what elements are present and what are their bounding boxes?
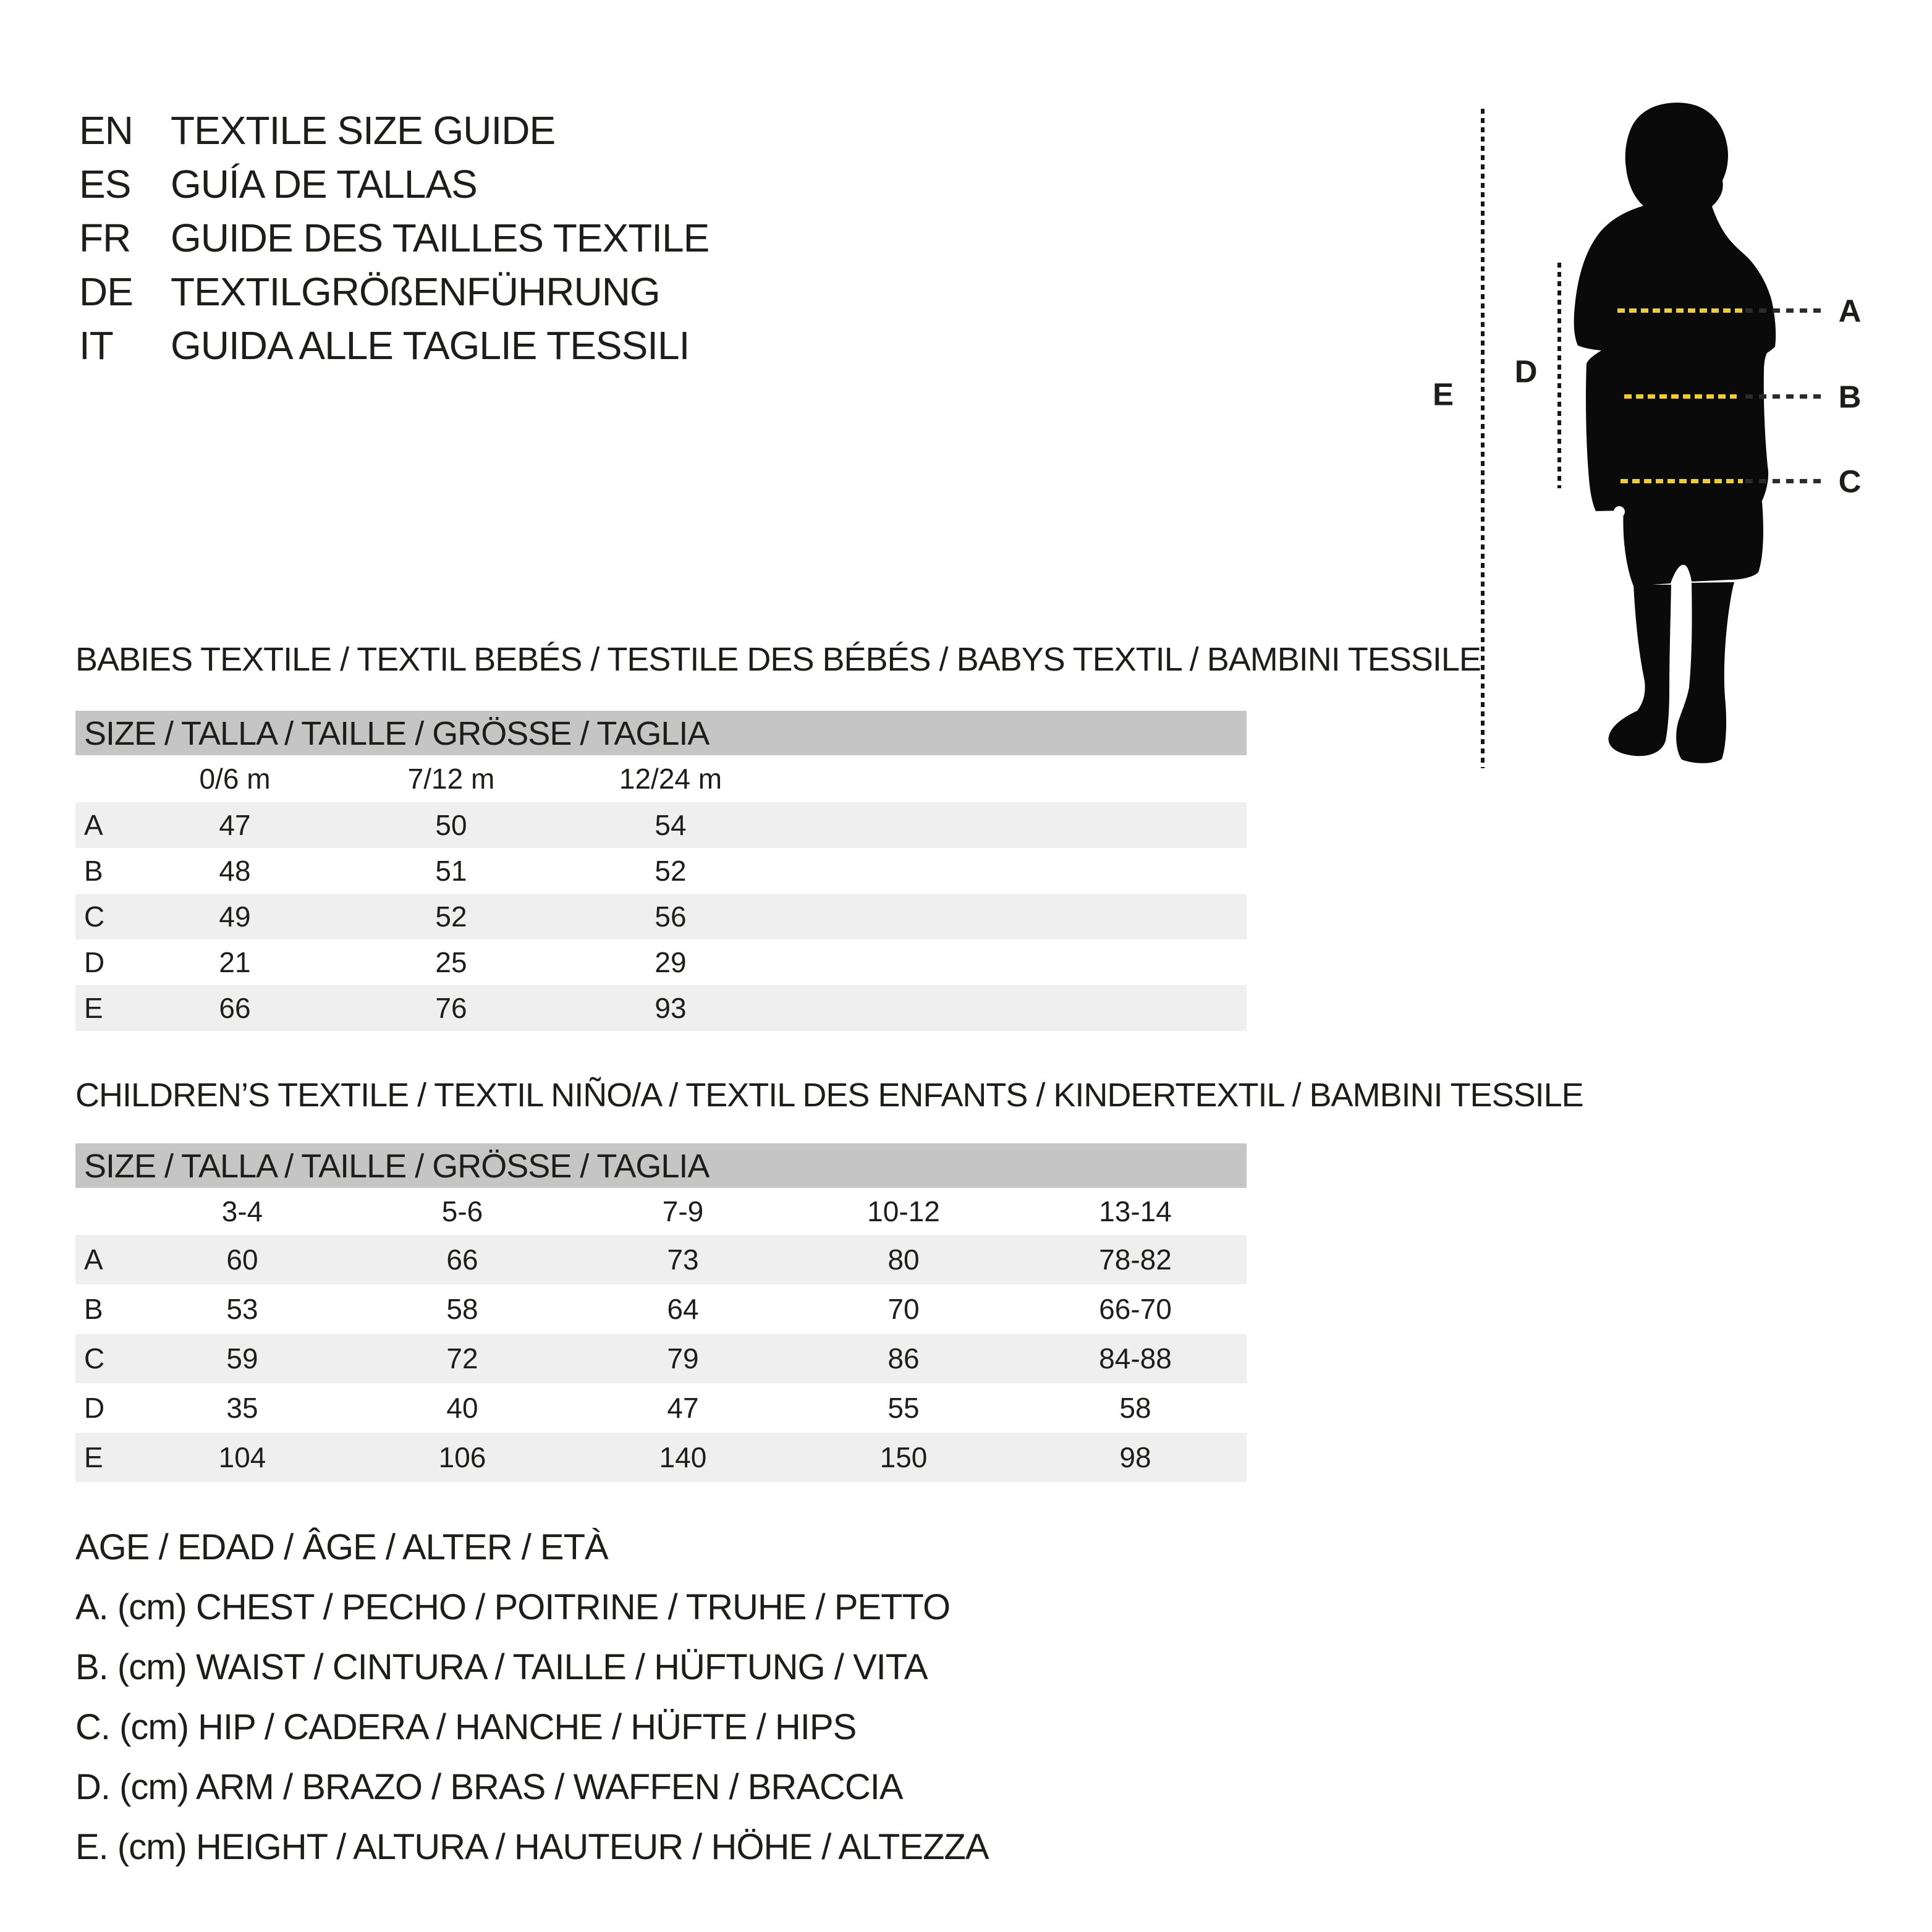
figure-label-hip: C — [1838, 464, 1862, 499]
lang-title: GUÍA DE TALLAS — [171, 162, 477, 206]
table-cell: 72 — [446, 1342, 478, 1375]
column-header: 10-12 — [867, 1195, 940, 1227]
table-cell: 98 — [1119, 1441, 1151, 1473]
column-header: 3-4 — [221, 1195, 263, 1227]
table-cell: 35 — [226, 1392, 258, 1424]
column-header: 0/6 m — [199, 763, 271, 795]
row-label: B — [84, 1293, 103, 1325]
lang-title: TEXTILGRÖßENFÜHRUNG — [171, 269, 660, 314]
legend-height: E. (cm) HEIGHT / ALTURA / HAUTEUR / HÖHE / ALTEZZA — [75, 1827, 989, 1867]
children-section-title: CHILDREN’S TEXTILE / TEXTIL NIÑO/A / TEXTIL DES ENFANTS / KINDERTEXTIL / BAMBINI TESSILE — [75, 1077, 1583, 1114]
table-cell: 59 — [226, 1342, 258, 1375]
size-header-label: SIZE / TALLA / TAILLE / GRÖSSE / TAGLIA — [84, 1148, 710, 1185]
size-header-label: SIZE / TALLA / TAILLE / GRÖSSE / TAGLIA — [84, 715, 710, 752]
table-cell: 56 — [655, 900, 687, 933]
figure-label-chest: A — [1838, 293, 1862, 329]
table-cell: 50 — [435, 809, 467, 841]
table-cell: 58 — [446, 1293, 478, 1325]
lang-title: GUIDE DES TAILLES TEXTILE — [171, 216, 710, 260]
table-cell: 78-82 — [1099, 1244, 1172, 1276]
waist-line-lead — [1745, 394, 1822, 399]
row-label: D — [84, 1392, 105, 1424]
column-header: 7/12 m — [407, 763, 495, 795]
table-cell: 80 — [888, 1244, 920, 1276]
table-cell: 48 — [219, 855, 251, 887]
lang-row-fr — [79, 211, 709, 265]
table-cell: 73 — [667, 1244, 699, 1276]
lang-code: DE — [79, 269, 133, 314]
legend-hip: C. (cm) HIP / CADERA / HANCHE / HÜFTE / HIPS — [75, 1707, 857, 1747]
table-cell: 21 — [219, 946, 251, 978]
table-cell: 93 — [655, 992, 687, 1024]
column-header: 13-14 — [1099, 1195, 1172, 1227]
table-cell: 47 — [219, 809, 251, 841]
table-row — [75, 1334, 1247, 1383]
row-label: D — [84, 946, 105, 978]
table-row — [75, 1383, 1247, 1433]
table-cell: 52 — [655, 855, 687, 887]
legend-waist: B. (cm) WAIST / CINTURA / TAILLE / HÜFTUNG / VITA — [75, 1647, 928, 1687]
lang-code: IT — [79, 323, 113, 368]
table-cell: 52 — [435, 900, 467, 933]
figure-label-waist: B — [1838, 379, 1862, 415]
row-label: A — [84, 1244, 103, 1276]
table-cell: 54 — [655, 809, 687, 841]
children-table — [75, 1143, 1247, 1482]
table-row — [75, 848, 1247, 894]
column-header: 7-9 — [662, 1195, 704, 1227]
babies-size-header-bar — [75, 711, 1247, 755]
legend-arm: D. (cm) ARM / BRAZO / BRAS / WAFFEN / BRACCIA — [75, 1767, 903, 1807]
children-column-headers — [75, 1188, 1247, 1235]
table-cell: 60 — [226, 1244, 258, 1276]
lang-row-en — [79, 104, 709, 158]
lang-code: FR — [79, 216, 131, 260]
column-header: 5-6 — [441, 1195, 483, 1227]
table-row — [75, 1235, 1247, 1284]
row-label: C — [84, 900, 105, 933]
chest-line-yellow — [1617, 308, 1742, 313]
table-row — [75, 894, 1247, 939]
lang-row-de — [79, 265, 709, 319]
column-header: 12/24 m — [619, 763, 722, 795]
table-cell: 66-70 — [1099, 1293, 1172, 1325]
table-cell: 140 — [659, 1441, 707, 1473]
table-cell: 58 — [1119, 1392, 1151, 1424]
table-row — [75, 802, 1247, 848]
table-cell: 86 — [888, 1342, 920, 1375]
table-cell: 29 — [655, 946, 687, 978]
babies-table — [75, 711, 1247, 1031]
table-row — [75, 985, 1247, 1031]
height-measure-dotted-line — [1481, 109, 1485, 768]
table-cell: 79 — [667, 1342, 699, 1375]
table-cell: 53 — [226, 1293, 258, 1325]
legend-age: AGE / EDAD / ÂGE / ALTER / ETÀ — [75, 1527, 608, 1567]
table-cell: 106 — [438, 1441, 486, 1473]
table-cell: 70 — [888, 1293, 920, 1325]
waist-line-yellow — [1624, 394, 1737, 399]
chest-line-lead — [1745, 308, 1822, 313]
table-cell: 25 — [435, 946, 467, 978]
table-cell: 64 — [667, 1293, 699, 1325]
lang-title: TEXTILE SIZE GUIDE — [171, 108, 556, 153]
hand-notch — [1614, 506, 1625, 517]
table-cell: 150 — [879, 1441, 928, 1473]
row-label: A — [84, 809, 103, 841]
table-row — [75, 1284, 1247, 1334]
children-size-header-bar — [75, 1143, 1247, 1188]
table-cell: 84-88 — [1099, 1342, 1172, 1375]
row-label: C — [84, 1342, 105, 1375]
table-cell: 51 — [435, 855, 467, 887]
table-cell: 104 — [218, 1441, 266, 1473]
table-cell: 40 — [446, 1392, 478, 1424]
lang-code: EN — [79, 108, 133, 153]
arm-measure-dotted-line — [1557, 263, 1561, 488]
table-cell: 55 — [888, 1392, 920, 1424]
table-cell: 47 — [667, 1392, 699, 1424]
table-row — [75, 1433, 1247, 1482]
figure-label-height: E — [1432, 376, 1454, 412]
child-silhouette — [1570, 99, 1780, 769]
lang-code: ES — [79, 162, 131, 206]
legend-chest: A. (cm) CHEST / PECHO / POITRINE / TRUHE / PETTO — [75, 1587, 951, 1627]
language-title-block — [79, 104, 709, 373]
table-cell: 66 — [446, 1244, 478, 1276]
table-cell: 76 — [435, 992, 467, 1024]
hip-line-yellow — [1621, 479, 1743, 483]
table-cell: 66 — [219, 992, 251, 1024]
row-label: B — [84, 855, 103, 887]
lang-row-es — [79, 158, 709, 211]
row-label: E — [84, 992, 103, 1024]
babies-column-headers — [75, 755, 1247, 802]
measurement-legend — [75, 1517, 989, 1877]
figure-label-arm: D — [1514, 354, 1538, 389]
babies-section-title: BABIES TEXTILE / TEXTIL BEBÉS / TESTILE DES BÉBÉS / BABYS TEXTIL / BAMBINI TESSILE — [75, 641, 1481, 678]
row-label: E — [84, 1441, 103, 1473]
hip-line-lead — [1745, 479, 1822, 483]
table-row — [75, 939, 1247, 985]
lang-title: GUIDA ALLE TAGLIE TESSILI — [171, 323, 690, 368]
table-cell: 49 — [219, 900, 251, 933]
lang-row-it — [79, 319, 709, 373]
